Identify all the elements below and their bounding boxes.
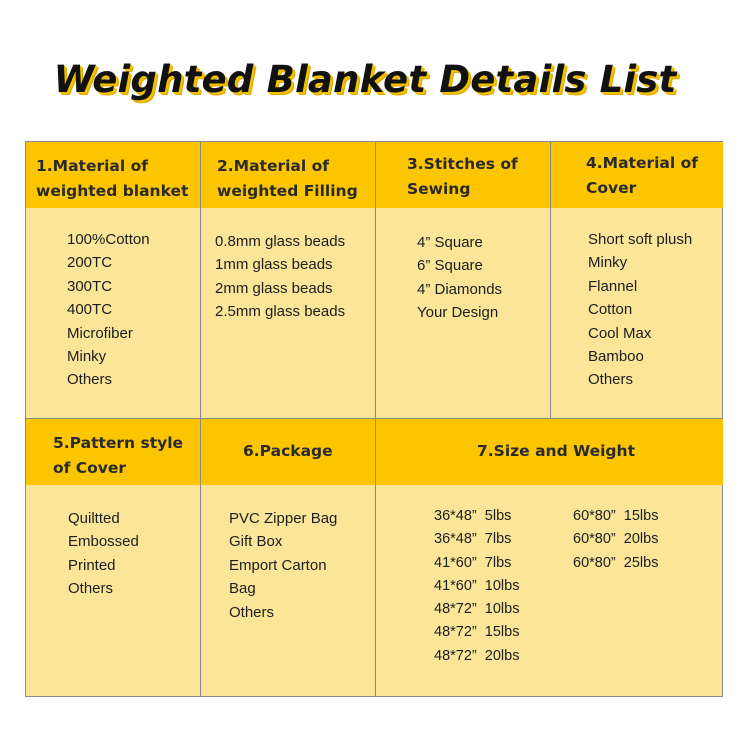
- filling-list: [215, 230, 345, 324]
- divider: [26, 418, 722, 419]
- list-item: 41*60” 10lbs: [434, 577, 520, 594]
- list-item: Microfiber: [67, 324, 133, 342]
- size-list-1: [434, 505, 519, 668]
- list-item: Minky: [588, 254, 628, 272]
- list-item: 6” Square: [417, 257, 483, 275]
- divider: [375, 142, 376, 696]
- package-list: [229, 507, 337, 624]
- header-cover-material: [551, 142, 723, 208]
- list-item: PVC Zipper Bag: [229, 510, 338, 527]
- list-item: Cool Max: [588, 324, 652, 342]
- list-item: Bag: [229, 580, 256, 598]
- list-item: Printed: [68, 556, 116, 574]
- header-pattern: [26, 419, 200, 485]
- list-item: 2.5mm glass beads: [215, 303, 346, 321]
- list-item: 60*80” 25lbs: [573, 554, 659, 571]
- list-item: 48*72” 15lbs: [434, 624, 520, 641]
- list-item: 300TC: [67, 277, 113, 295]
- list-item: Others: [67, 371, 113, 389]
- list-item: Bamboo: [588, 348, 644, 366]
- list-item: 48*72” 20lbs: [434, 647, 520, 664]
- divider: [200, 142, 201, 696]
- list-item: 36*48” 7lbs: [434, 531, 512, 548]
- header-filling-label: 2.Material of weighted Filling: [217, 157, 358, 200]
- header-package: [201, 419, 375, 485]
- list-item: 400TC: [67, 301, 113, 319]
- stitches-list: [417, 231, 502, 325]
- list-item: 60*80” 20lbs: [573, 531, 659, 548]
- list-item: Short soft plush: [588, 231, 693, 248]
- list-item: Flannel: [588, 277, 638, 295]
- list-item: Quiltted: [68, 510, 120, 527]
- list-item: Others: [68, 580, 114, 598]
- list-item: Your Design: [417, 304, 499, 322]
- header-material: [26, 142, 200, 208]
- list-item: Emport Carton: [229, 556, 327, 574]
- list-item: Cotton: [588, 301, 633, 319]
- list-item: 200TC: [67, 254, 113, 272]
- list-item: 100%Cotton: [67, 231, 150, 248]
- header-size-weight: [376, 419, 723, 485]
- list-item: 60*80” 15lbs: [573, 508, 659, 524]
- list-item: 1mm glass beads: [215, 256, 333, 274]
- details-table: [25, 141, 723, 697]
- list-item: 4” Square: [417, 234, 483, 251]
- list-item: 4” Diamonds: [417, 280, 503, 298]
- list-item: Embossed: [68, 533, 139, 551]
- header-package-label: 6.Package: [243, 442, 333, 460]
- header-pattern-label: 5.Pattern style of Cover: [53, 434, 184, 477]
- header-size-weight-label: 7.Size and Weight: [477, 442, 635, 460]
- list-item: Minky: [67, 348, 107, 366]
- list-item: Others: [229, 603, 275, 621]
- list-item: 48*72” 10lbs: [434, 601, 520, 618]
- header-material-label: 1.Material of weighted blanket: [36, 157, 189, 200]
- header-filling: [201, 142, 375, 208]
- cover-material-list: [588, 228, 692, 392]
- list-item: 41*60” 7lbs: [434, 554, 512, 571]
- list-item: 36*48” 5lbs: [434, 508, 512, 524]
- header-cover-material-label: 4.Material of Cover: [586, 154, 698, 197]
- divider: [550, 142, 551, 418]
- pattern-list: [68, 507, 139, 601]
- list-item: 2mm glass beads: [215, 279, 333, 297]
- page-title: Weighted Blanket Details List: [53, 58, 677, 101]
- list-item: Others: [588, 371, 634, 389]
- header-stitches: [376, 142, 550, 208]
- size-list-2: [573, 505, 658, 575]
- header-stitches-label: 3.Stitches of Sewing: [407, 155, 518, 198]
- list-item: 0.8mm glass beads: [215, 233, 346, 250]
- material-list: [67, 228, 150, 392]
- list-item: Gift Box: [229, 533, 283, 551]
